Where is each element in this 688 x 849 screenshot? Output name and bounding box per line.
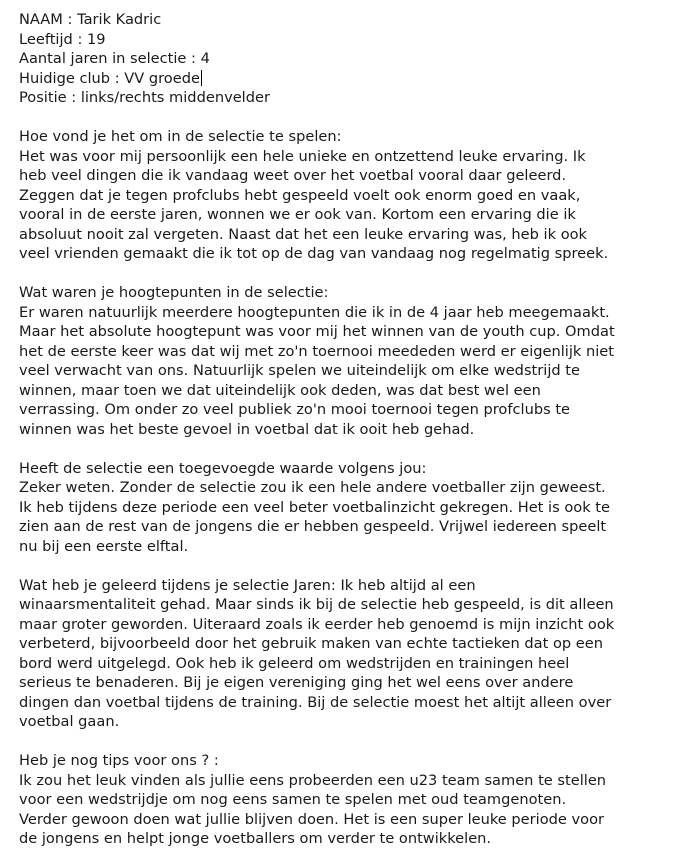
section-learned xyxy=(19,576,681,732)
section-experience xyxy=(19,127,681,264)
section-answer-line: nu bij een eerste elftal. xyxy=(19,537,189,555)
section-answer-line: Ik zou het leuk vinden als jullie eens probeerden een u23 team samen te stellen xyxy=(19,771,607,789)
section-answer-line: Zeker weten. Zonder de selectie zou ik een hele andere voetballer zijn geweest. xyxy=(19,479,606,496)
section-answer-line: het de eerste keer was dat wij met zo'n toernooi meededen werd er eigenlijk niet xyxy=(19,342,614,360)
paragraph-gap xyxy=(19,439,681,459)
document-body[interactable] xyxy=(19,10,681,849)
section-answer-line: Het was voor mij persoonlijk een hele unieke en ontzettend leuke ervaring. Ik xyxy=(19,147,586,165)
paragraph-gap xyxy=(19,264,681,284)
section-answer-line: serieus te benaderen. Bij je eigen vereniging ging het wel eens over andere xyxy=(19,674,574,691)
section-answer-line: maar groter geworden. Uiteraard zoals ik eerder heb genoemd is mijn inzicht ook xyxy=(19,615,615,633)
section-answer-line: absoluut nooit zal vergeten. Naast dat het een leuke ervaring was, heb ik ook xyxy=(19,225,588,243)
section-answer-line: vooral in de eerste jaren, wonnen we er ook van. Kortom een ervaring die ik xyxy=(19,206,576,223)
section-question: Heb je nog tips voor ons ? : xyxy=(19,752,219,769)
section-tips xyxy=(19,751,681,849)
section-answer-line: winnen was het beste gevoel in voetbal dat ik ooit heb gehad. xyxy=(19,420,475,438)
section-answer-line: heb veel dingen die ik vandaag weet over het voetbal vooral daar geleerd. xyxy=(19,167,567,184)
section-answer-line: verrassing. Om onder zo veel publiek zo'n mooi toernooi tegen profclubs te xyxy=(19,401,571,418)
profile-years-in-selection: Aantal jaren in selectie : 4 xyxy=(19,50,210,67)
profile-current-club-text: Huidige club : VV groede xyxy=(19,69,200,87)
section-answer-line: winnen, maar toen we dat uiteindelijk ook deden, was dat best wel een xyxy=(19,381,541,399)
text-cursor xyxy=(201,70,202,86)
section-answer-line: de jongens en helpt jonge voetballers om verder te ontwikkelen. xyxy=(19,830,492,847)
section-question: Heeft de selectie een toegevoegde waarde volgens jou: xyxy=(19,459,427,477)
section-question: Hoe vond je het om in de selectie te spelen: xyxy=(19,128,342,145)
profile-current-club xyxy=(19,69,681,89)
section-question: Wat waren je hoogtepunten in de selectie: xyxy=(19,284,329,301)
section-answer-line: Verder gewoon doen wat jullie blijven doen. Het is een super leuke periode voor xyxy=(19,810,605,828)
paragraph-gap xyxy=(19,556,681,576)
section-highlights xyxy=(19,283,681,439)
profile-age: Leeftijd : 19 xyxy=(19,30,106,48)
section-answer-line: veel verwacht van ons. Natuurlijk spelen we uiteindelijk om elke wedstrijd te xyxy=(19,362,580,379)
section-answer-line: bord werd uitgelegd. Ook heb ik geleerd om wedstrijden en trainingen heel xyxy=(19,654,570,672)
section-answer-line: Er waren natuurlijk meerdere hoogtepunten die ik in de 4 jaar heb meegemaakt. xyxy=(19,303,610,321)
section-answer-line: Maar het absolute hoogtepunt was voor mij het winnen van de youth cup. Omdat xyxy=(19,323,615,340)
section-question: Wat heb je geleerd tijdens je selectie Jaren: Ik heb altijd al een xyxy=(19,576,476,594)
paragraph-gap xyxy=(19,108,681,128)
section-answer-line: winaarsmentaliteit gehad. Maar sinds ik bij de selectie heb gespeeld, is dit alleen xyxy=(19,596,614,613)
section-answer-line: voor een wedstrijdje om nog eens samen te spelen met oud teamgenoten. xyxy=(19,791,567,808)
section-answer-line: Ik heb tijdens deze periode een veel beter voetbalinzicht gekregen. Het is ook te xyxy=(19,498,610,516)
section-added-value xyxy=(19,459,681,557)
profile-name: NAAM : Tarik Kadric xyxy=(19,11,162,28)
section-answer-line: verbeterd, bijvoorbeeld door het gebruik maken van echte tactieken dat op een xyxy=(19,635,603,652)
section-answer-line: zien aan de rest van de jongens die er hebben gespeeld. Vrijwel iedereen speelt xyxy=(19,518,607,535)
section-answer-line: veel vrienden gemaakt die ik tot op de dag van vandaag nog regelmatig spreek. xyxy=(19,245,609,262)
section-answer-line: dingen dan voetbal tijdens de training. Bij de selectie moest het altijt alleen over xyxy=(19,693,612,711)
profile-position: Positie : links/rechts middenvelder xyxy=(19,89,270,106)
section-answer-line: Zeggen dat je tegen profclubs hebt gespeeld voelt ook enorm goed en vaak, xyxy=(19,186,581,204)
paragraph-gap xyxy=(19,732,681,752)
section-answer-line: voetbal gaan. xyxy=(19,713,120,730)
